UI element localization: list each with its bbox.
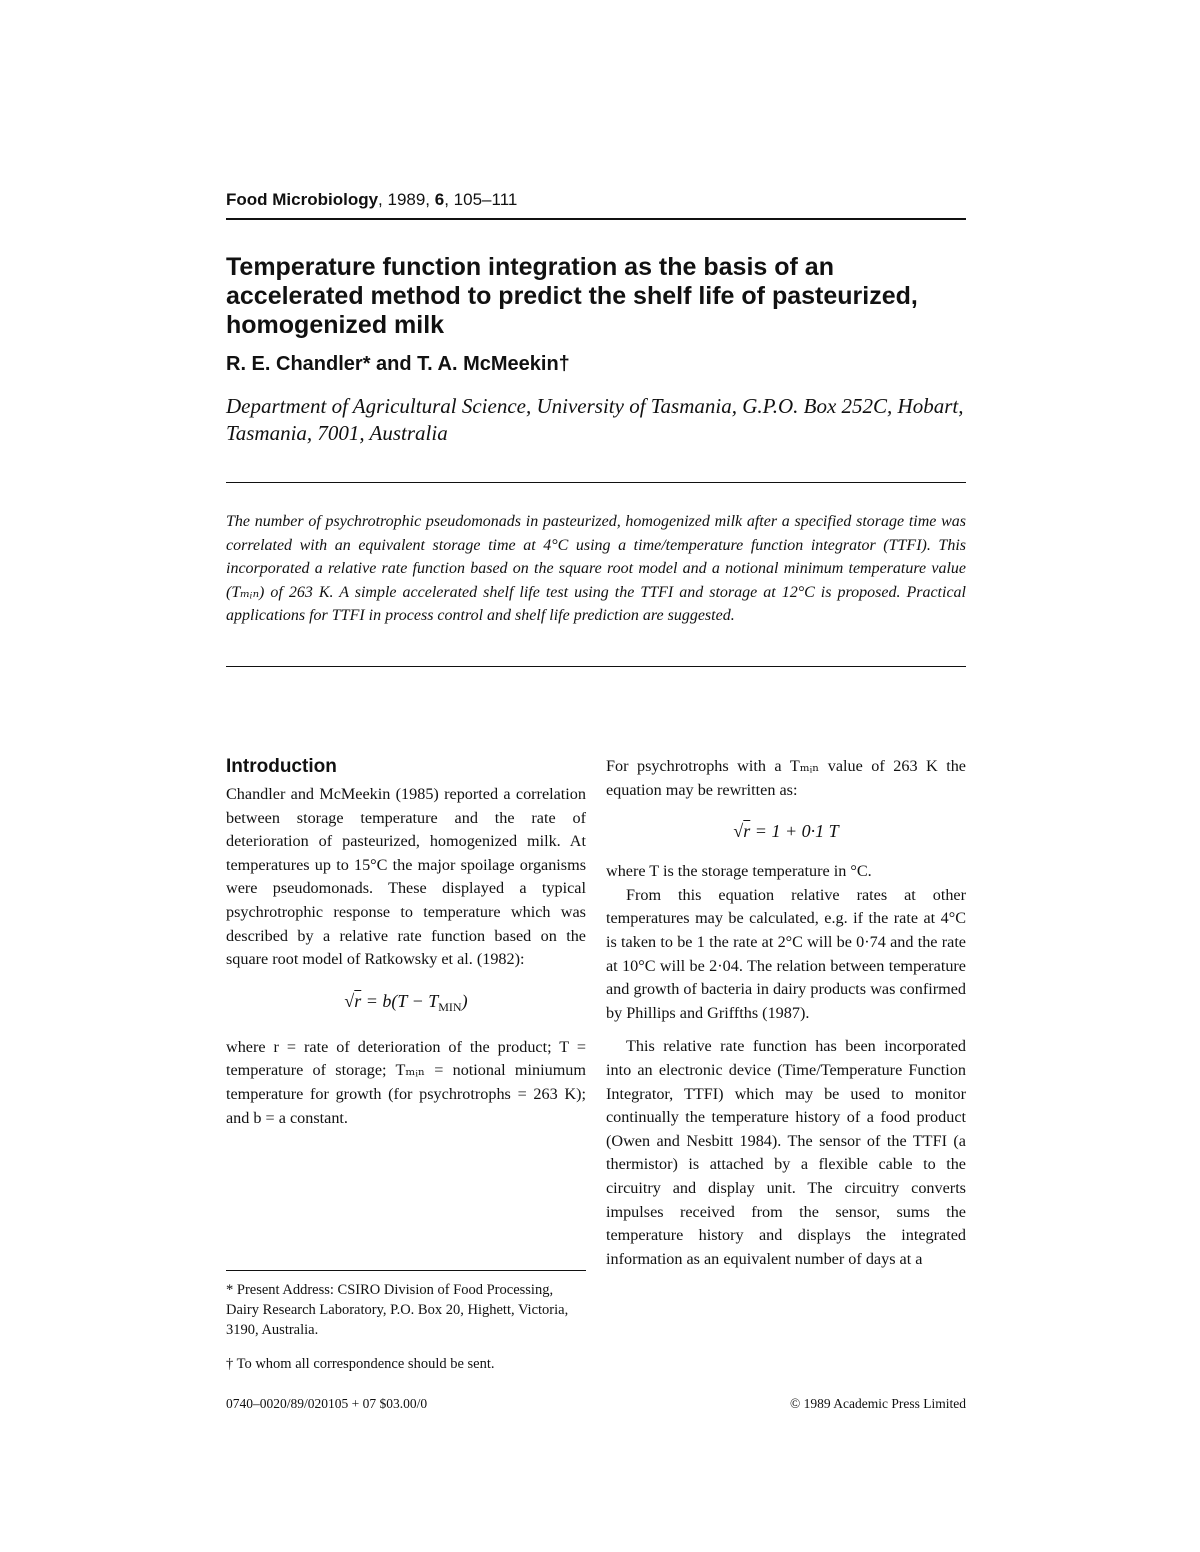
eq1-lhs: r bbox=[354, 990, 362, 1011]
footnotes bbox=[226, 1280, 588, 1388]
journal-year: , 1989, bbox=[378, 190, 435, 209]
footnote-rule bbox=[226, 1270, 586, 1271]
equation-rewritten bbox=[606, 818, 966, 844]
eq2-rhs: = 1 + 0·1 T bbox=[754, 821, 839, 842]
eq1-subscript: MIN bbox=[438, 999, 462, 1014]
affiliation: Department of Agricultural Science, University of Tasmania, G.P.O. Box 252C, Hobart, Tasmania, 7001, Australia bbox=[226, 394, 964, 445]
right-paragraph-4: This relative rate function has been incorporated into an electronic device (Time/Temperature Function Integrator, TTFI) which may be used to monitor continually the temperature history of a food product (Owen and Nesbitt 1984). The sensor of the TTFI (a thermistor) is attached by a flexible cable to the circuitry and display unit. The circuitry converts impulses received from the sensor, sums the temperature history and displays the integrated information as an equivalent number of days at a bbox=[606, 1037, 966, 1268]
intro-paragraph-1: Chandler and McMeekin (1985) reported a correlation between storage temperature and the rate of deterioration of pasteurized, homogenized milk. At temperatures up to 15°C the major spoilage organisms were pseudomonads. These displayed a typical psychrotrophic response to temperature which was described by a relative rate function based on the square root model of Ratkowsky et al. (1982): bbox=[226, 785, 586, 969]
equation-square-root-model bbox=[226, 988, 586, 1020]
paper-title: Temperature function integration as the basis of an accelerated method to predict the shelf life of pasteurized, homogenized milk bbox=[226, 253, 918, 339]
eq1-rhs: = b(T − T bbox=[365, 990, 439, 1011]
right-paragraph-3: From this equation relative rates at other temperatures may be calculated, e.g. if the rate at 4°C is taken to be 1 the rate at 2°C will be 0·74 and the rate at 10°C will be 2·04. The relation between temperature and growth of bacteria in dairy products was confirmed by Phillips and Griffths (1987). bbox=[606, 885, 966, 1022]
abstract: The number of psychrotrophic pseudomonads in pasteurized, homogenized milk after a specified storage time was correlated with an equivalent storage time at 4°C using a time/temperature function integrator (TTFI). This incorporated a relative rate function based on the square root model and a notional minimum temperature value (Tₘᵢₙ) of 263 K. A simple accelerated shelf life test using the TTFI and storage at 12°C is proposed. Practical applications for TTFI in process control and shelf life prediction are suggested. bbox=[226, 513, 966, 625]
eq2-lhs: r bbox=[743, 821, 751, 842]
abstract-rule-bottom bbox=[226, 666, 966, 667]
footnote-correspondence: † To whom all correspondence should be sent. bbox=[226, 1356, 495, 1372]
journal-citation bbox=[226, 190, 517, 210]
header-rule bbox=[226, 218, 966, 220]
copyright-notice: © 1989 Academic Press Limited bbox=[790, 1396, 966, 1411]
footnote-present-address: * Present Address: CSIRO Division of Food Processing, Dairy Research Laboratory, P.O. Box 20, Highett, Victoria, 3190, Australia. bbox=[226, 1282, 569, 1338]
left-column bbox=[226, 755, 586, 1130]
journal-pages: , 105–111 bbox=[444, 190, 518, 209]
right-paragraph-1: For psychrotrophs with a Tₘᵢₙ value of 263 K the equation may be rewritten as: bbox=[606, 757, 966, 799]
paper-authors: R. E. Chandler* and T. A. McMeekin† bbox=[226, 353, 570, 375]
article-code: 0740–0020/89/020105 + 07 $03.00/0 bbox=[226, 1396, 428, 1411]
intro-paragraph-2: where r = rate of deterioration of the product; T = temperature of storage; Tₘᵢₙ = notional miniumum temperature for growth (for psychrotrophs = 263 K); and b = a constant. bbox=[226, 1037, 586, 1127]
sqrt-symbol: √ bbox=[733, 821, 744, 842]
right-paragraph-2: where T is the storage temperature in °C. bbox=[606, 862, 872, 881]
journal-volume: 6 bbox=[434, 190, 445, 209]
abstract-rule-top bbox=[226, 482, 966, 483]
sqrt-symbol: √ bbox=[344, 990, 355, 1011]
journal-name: Food Microbiology bbox=[226, 190, 379, 209]
eq1-close: ) bbox=[461, 990, 468, 1011]
section-heading-introduction: Introduction bbox=[226, 756, 337, 777]
right-column bbox=[606, 755, 966, 1271]
